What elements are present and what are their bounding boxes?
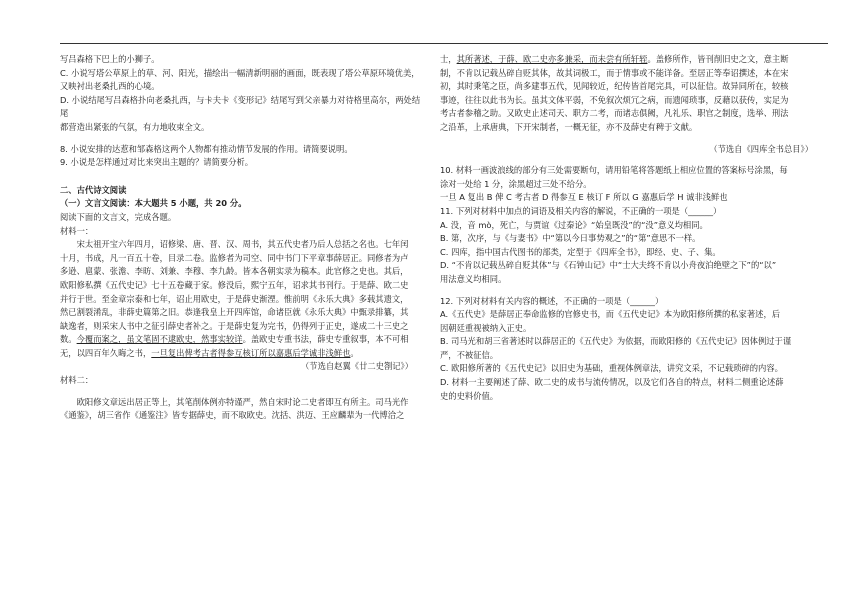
text-line: 又映衬出老桑扎西的心境。 [60, 81, 160, 92]
passage-line: 欧阳修文章远出居正等上，其笔削体例亦特谨严，然自宋时论二史者即互有所主。司马光作 [76, 396, 409, 407]
text-line: 严，不被征信。 [440, 349, 499, 360]
source-note: （节选自《四库全书总目》） [709, 143, 813, 154]
question-9: 9. 小说是怎样通过对比来突出主题的？请简要分析。 [60, 157, 254, 168]
subsection-heading: （一）文言文阅读：本大题共 5 小题，共 20 分。 [60, 198, 247, 209]
option-d: D. 小说结尾写吕森格扑向老桑扎西，与卡夫卡《变形记》结尾写到父亲暴力对待格里高尔，两处结尾 [60, 94, 421, 119]
passage-line: 多逊、扈蒙、张澹、李昉、刘兼、李穆、李九龄。皆本各朝实录为稿本。此官修之史也。其后， [60, 266, 409, 277]
passage-line: 制，不肯以记载丛碎自贬其体，故其词极工，而于情事或不能详备。至居正等奉诏撰述，本在宋 [440, 67, 789, 78]
passage-line: 《通鉴》，胡三省作《通鉴注》皆专据薛史，而不取欧史。沈括、洪迈、王应麟辈为一代博洽之 [60, 410, 405, 421]
passage-line: 并行于世。至金章宗泰和七年，诏止用欧史，于是薛史渐湮。惟前明《永乐大典》多载其遗文， [60, 293, 409, 304]
text-line: 涂对一处给 1 分，涂黑超过三处不给分。 [440, 178, 592, 189]
option-c: C. 四库，指中国古代图书的部类，定型于《四库全书》，即经、史、子、集。 [440, 246, 721, 257]
question-12: 12. 下列对材料有关内容的概述，不正确的一项是（______） [440, 295, 664, 306]
material-2-label: 材料二： [60, 375, 94, 386]
left-column [60, 53, 425, 423]
option-b: B. 第，次序，与《与妻书》中“第以今日事势观之”的“第”意思不一样。 [440, 233, 701, 244]
option-d: D. “不肯以记载丛碎自贬其体”与《石钟山记》中“士大夫终不肯以小舟夜泊绝壁之下”的“以” [440, 260, 777, 271]
material-1-label: 材料一： [60, 225, 94, 236]
passage-line: 无，以四百年久晦之书，一旦复出俾考古者得参互核订所以嘉惠后学诚非浅鲜也。 [60, 347, 359, 358]
passage-line: 数。今覆而案之，虽文笔固不逮欧史，然事实较详。盖欧史专重书法，薛史专重叙事，本不可相 [60, 334, 409, 345]
underlined-sentence: 其所著述，于薛、欧二史亦多兼采，而未尝有所轩轾 [456, 54, 648, 64]
question-10-options: 一旦 A 复出 B 俾 C 考古者 D 得参互 E 核订 F 所以 G 嘉惠后学 H 诚非浅鲜也 [440, 192, 728, 203]
question-10: 10. 材料一画波浪线的部分有三处需要断句，请用铅笔将答题纸上相应位置的答案标号涂黑，每 [440, 165, 788, 176]
option-a: A.《五代史》是薛居正奉命监修的官修史书，而《五代史记》本为欧阳修所撰的私家著述，后 [440, 309, 781, 320]
passage-line: 士，其所著述，于薛、欧二史亦多兼采，而未尝有所轩轾。盖修所作，皆刊削旧史之文，意主断 [440, 54, 789, 64]
option-c: C. 欧阳修所著的《五代史记》以旧史为基础，重视体例章法，讲究文采，不记载琐碎的内容。 [440, 363, 783, 374]
instruction: 阅读下面的文言文，完成各题。 [60, 211, 177, 222]
passage-line: 宋太祖开宝六年四月，诏修梁、唐、晋、汉、周书，其五代史者乃后人总括之名也。七年闰 [76, 239, 409, 250]
passage-line: 考古者参稽之助。又欧史止述司天、职方二考，而诸志俱阙，凡礼乐、职官之制度，选举、刑法 [440, 108, 789, 119]
wavy-line-sentence: 一旦复出俾考古者得参互核订所以嘉惠后学诚非浅鲜也 [151, 347, 351, 358]
header-rule [60, 43, 828, 44]
section-heading: 二、古代诗文阅读 [60, 184, 127, 195]
text-line: 写吕森格下巴上的小狮子。 [60, 54, 160, 64]
option-c: C. 小说写塔公草原上的草、河、阳光，描绘出一幅清新明丽的画面，既表现了塔公草原环境优美， [60, 67, 420, 78]
passage-line: 十月，书成，凡一百五十卷，目录二卷。监修者为司空、同中书门下平章事薛居正。同修者为卢 [60, 252, 409, 263]
passage-line: 之沿革，上承唐典，下开宋制者，一概无征，亦不及薛史有稗于文献。 [440, 121, 698, 132]
passage-line: 然已割裂淆乱，非薛史篇第之旧。恭逢我皇上开四库馆，命诸臣就《永乐大典》中甄录排纂，其 [60, 307, 409, 318]
passage-line: 欧阳修私撰《五代史记》七十五卷藏于家。修没后，熙宁五年，诏求其书刊行。于是薛、欧二史 [60, 279, 409, 290]
question-8: 8. 小说安排的达惹和邹森格这两个人物都有推动情节发展的作用。请简要说明。 [60, 143, 353, 154]
question-11: 11. 下列对材料中加点的词语及相关内容的解说，不正确的一项是（______） [440, 205, 722, 216]
passage-line: 缺逸者，则采宋人书中之征引薛史者补之。于是薛史复为完书，仍得列于正史，遂成二十三史之 [60, 320, 409, 331]
text-line: 用法意义均相同。 [440, 273, 507, 284]
right-column [440, 53, 825, 403]
text-line: 都营造出紧张的气氛，有力地收束全文。 [60, 121, 210, 132]
option-b: B. 司马光和胡三省著述时以薛居正的《五代史》为依据，而欧阳修的《五代史记》因体例过于谨 [440, 336, 792, 347]
underlined-sentence: 今覆而案之，虽文笔固不逮欧史，然事实较详 [76, 334, 243, 345]
option-a: A. 没，音 mò，死亡，与贾谊《过秦论》“始皇既没”的“没”意义均相同。 [440, 219, 708, 230]
passage-line: 初，其时秉笔之臣，尚多建事五代，见闻较近，纪传皆首尾完具，可以征信。故异同所在，较核 [440, 81, 789, 92]
text-line: 因朝廷重视被纳入正史。 [440, 322, 532, 333]
option-d: D. 材料一主要阐述了薛、欧二史的成书与流传情况，以及它们各自的特点，材料二侧重论述薛 [440, 377, 784, 388]
text-line: 史的史料价值。 [440, 390, 499, 401]
source-note: （节选自赵翼《廿二史劄记》） [300, 361, 413, 372]
passage-line: 事迹，往往以此书为长。虽其文体平弱，不免叙次烦冗之病，而遗闻琐事，反藉以获传，实足为 [440, 94, 789, 105]
